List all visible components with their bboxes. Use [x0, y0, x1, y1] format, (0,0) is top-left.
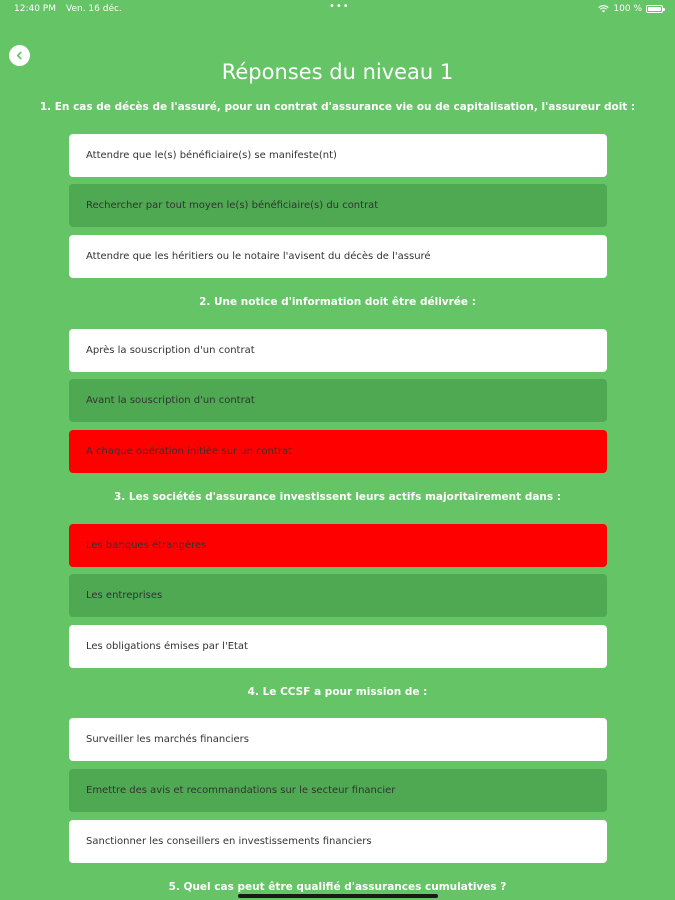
answer-option[interactable]: Surveiller les marchés financiers	[69, 718, 607, 761]
answer-option-correct[interactable]: Avant la souscription d'un contrat	[69, 379, 607, 422]
answer-option[interactable]: Après la souscription d'un contrat	[69, 329, 607, 372]
status-time: 12:40 PM	[14, 4, 56, 14]
answer-option[interactable]: Attendre que le(s) bénéficiaire(s) se manifeste(nt)	[69, 134, 607, 177]
answer-option[interactable]: Sanctionner les conseillers en investissements financiers	[69, 820, 607, 863]
question-2: 2. Une notice d'information doit être délivrée :	[199, 296, 476, 308]
answer-option-correct[interactable]: Emettre des avis et recommandations sur le secteur financier	[69, 769, 607, 812]
chevron-left-icon	[15, 51, 24, 60]
question-3: 3. Les sociétés d'assurance investissent leurs actifs majoritairement dans :	[113, 491, 562, 503]
question-4: 4. Le CCSF a pour mission de :	[247, 686, 428, 698]
answer-option[interactable]: Attendre que les héritiers ou le notaire l'avisent du décès de l'assuré	[69, 235, 607, 278]
answer-option-wrong[interactable]: Les banques étrangères	[69, 524, 607, 567]
multitasking-dots[interactable]: •••	[329, 1, 350, 12]
battery-icon	[646, 5, 663, 13]
status-right	[598, 4, 663, 14]
question-5: 5. Quel cas peut être qualifié d'assurances cumulatives ?	[168, 881, 507, 893]
wifi-icon	[598, 5, 609, 13]
status-bar	[0, 0, 675, 18]
status-date: Ven. 16 déc.	[66, 4, 122, 14]
answer-option[interactable]: Les obligations émises par l'Etat	[69, 625, 607, 668]
page-title: Réponses du niveau 1	[221, 60, 454, 84]
question-1: 1. En cas de décès de l'assuré, pour un contrat d'assurance vie ou de capitalisation, l'assureur doit :	[39, 101, 636, 113]
battery-percent: 100 %	[613, 4, 642, 14]
answer-option-correct[interactable]: Rechercher par tout moyen le(s) bénéficiaire(s) du contrat	[69, 184, 607, 227]
home-indicator[interactable]	[238, 894, 438, 898]
answer-option-wrong[interactable]: A chaque opération initiée sur un contrat	[69, 430, 607, 473]
answer-option-correct[interactable]: Les entreprises	[69, 574, 607, 617]
